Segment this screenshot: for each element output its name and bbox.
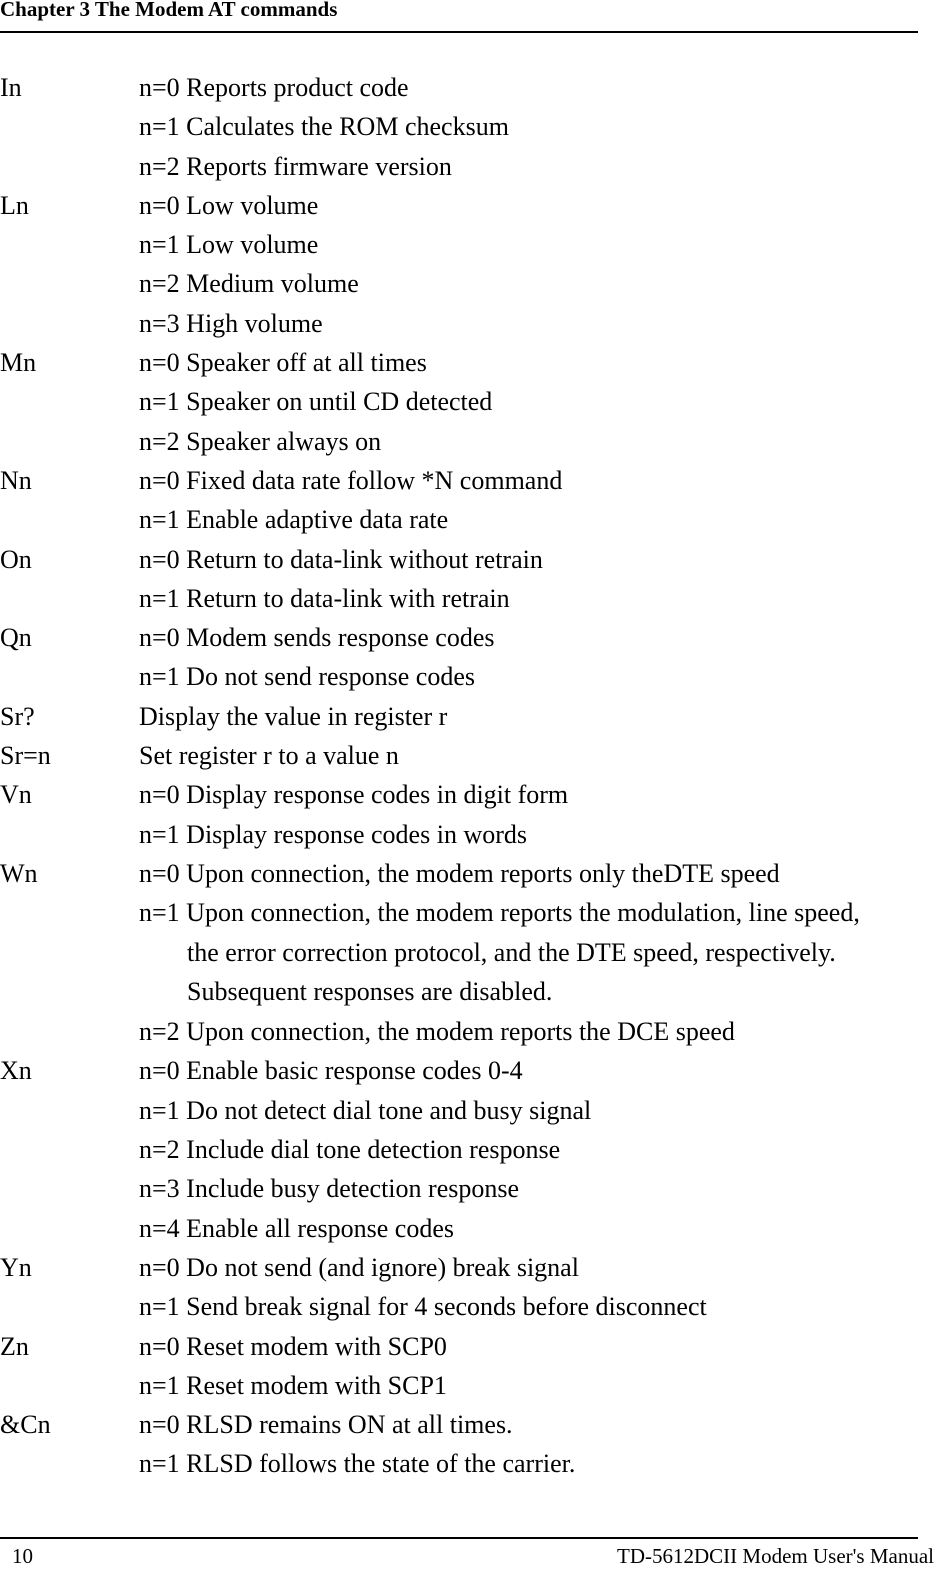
command-row <box>0 1444 946 1483</box>
command-row <box>0 422 946 461</box>
command-name: Nn <box>0 465 32 495</box>
command-row <box>0 304 946 343</box>
command-row <box>0 264 946 303</box>
command-description: n=2 Upon connection, the modem reports the DCE speed <box>139 1017 735 1047</box>
command-description: n=1 Do not detect dial tone and busy signal <box>139 1095 592 1125</box>
command-row <box>0 1169 946 1208</box>
command-row <box>0 343 946 382</box>
command-description: n=0 Return to data-link without retrain <box>139 544 543 574</box>
command-row <box>0 1248 946 1287</box>
page-number: 10 <box>12 1544 33 1568</box>
command-description: n=0 Display response codes in digit form <box>139 780 569 810</box>
command-row <box>0 500 946 539</box>
command-row <box>0 933 946 973</box>
command-name: &Cn <box>0 1410 51 1440</box>
command-description: n=1 Enable adaptive data rate <box>139 505 449 535</box>
command-name: Qn <box>0 623 32 653</box>
command-list <box>0 68 946 1484</box>
command-description: n=1 Send break signal for 4 seconds before disconnect <box>139 1292 707 1322</box>
command-row <box>0 1287 946 1326</box>
chapter-title: Chapter 3 The Modem AT commands <box>0 0 338 21</box>
command-description: n=0 Fixed data rate follow *N command <box>139 465 563 495</box>
command-description: n=1 Do not send response codes <box>139 662 475 692</box>
command-description: n=2 Medium volume <box>139 269 359 299</box>
command-description: n=1 Return to data-link with retrain <box>139 583 510 613</box>
command-row <box>0 972 946 1012</box>
command-name: Ln <box>0 190 29 220</box>
command-description: n=1 Reset modem with SCP1 <box>139 1370 447 1400</box>
command-row <box>0 1012 946 1051</box>
command-description: n=1 Calculates the ROM checksum <box>139 112 509 142</box>
command-description: n=2 Reports firmware version <box>139 151 452 181</box>
command-row <box>0 736 946 775</box>
footer-divider <box>0 1537 918 1539</box>
command-description: n=1 Low volume <box>139 230 319 260</box>
command-description: n=0 Upon connection, the modem reports only theDTE speed <box>139 858 780 888</box>
command-row <box>0 1327 946 1366</box>
command-description: n=0 Low volume <box>139 190 319 220</box>
command-name: Wn <box>0 858 38 888</box>
command-description: n=0 Speaker off at all times <box>139 348 427 378</box>
command-name: Vn <box>0 780 32 810</box>
command-description: n=0 Enable basic response codes 0-4 <box>139 1056 523 1086</box>
command-description: the error correction protocol, and the DTE speed, respectively. <box>187 937 836 967</box>
manual-name: TD-5612DCII Modem User's Manual <box>617 1544 934 1568</box>
command-row <box>0 854 946 893</box>
command-description: n=0 Do not send (and ignore) break signal <box>139 1252 579 1282</box>
command-description: n=4 Enable all response codes <box>139 1213 455 1243</box>
command-row <box>0 618 946 657</box>
command-row <box>0 1405 946 1444</box>
command-description: n=2 Include dial tone detection response <box>139 1135 561 1165</box>
command-name: On <box>0 544 32 574</box>
command-row <box>0 579 946 618</box>
command-row <box>0 68 946 107</box>
command-description: n=0 Reports product code <box>139 73 409 102</box>
command-row <box>0 461 946 500</box>
command-row <box>0 815 946 854</box>
command-name: Xn <box>0 1056 32 1086</box>
command-name: Sr? <box>0 701 35 731</box>
command-description: Subsequent responses are disabled. <box>187 977 553 1007</box>
command-row <box>0 1130 946 1169</box>
command-description: n=1 Upon connection, the modem reports the modulation, line speed, <box>139 898 860 928</box>
command-description: n=0 Modem sends response codes <box>139 623 495 653</box>
header-divider <box>0 31 918 33</box>
command-description: n=1 RLSD follows the state of the carrier. <box>139 1449 576 1479</box>
command-row <box>0 147 946 186</box>
command-description: n=0 Reset modem with SCP0 <box>139 1331 447 1361</box>
command-row <box>0 1051 946 1090</box>
command-name: Sr=n <box>0 741 51 771</box>
command-row <box>0 893 946 932</box>
command-name: Yn <box>0 1252 32 1282</box>
command-name: Zn <box>0 1331 29 1361</box>
command-description: n=3 High volume <box>139 308 323 338</box>
command-row <box>0 1091 946 1130</box>
command-row <box>0 540 946 579</box>
command-row <box>0 382 946 421</box>
command-description: Set register r to a value n <box>139 741 399 771</box>
command-row <box>0 1209 946 1248</box>
command-description: Display the value in register r <box>139 701 448 731</box>
command-description: n=0 RLSD remains ON at all times. <box>139 1410 513 1440</box>
command-row <box>0 225 946 264</box>
command-name: In <box>0 73 22 102</box>
command-row <box>0 775 946 814</box>
command-description: n=1 Speaker on until CD detected <box>139 387 493 417</box>
command-row <box>0 1366 946 1405</box>
command-row <box>0 186 946 225</box>
command-description: n=2 Speaker always on <box>139 426 382 456</box>
command-name: Mn <box>0 348 37 378</box>
command-description: n=1 Display response codes in words <box>139 819 527 849</box>
command-row <box>0 657 946 696</box>
command-row <box>0 107 946 146</box>
command-description: n=3 Include busy detection response <box>139 1174 520 1204</box>
command-row <box>0 697 946 736</box>
